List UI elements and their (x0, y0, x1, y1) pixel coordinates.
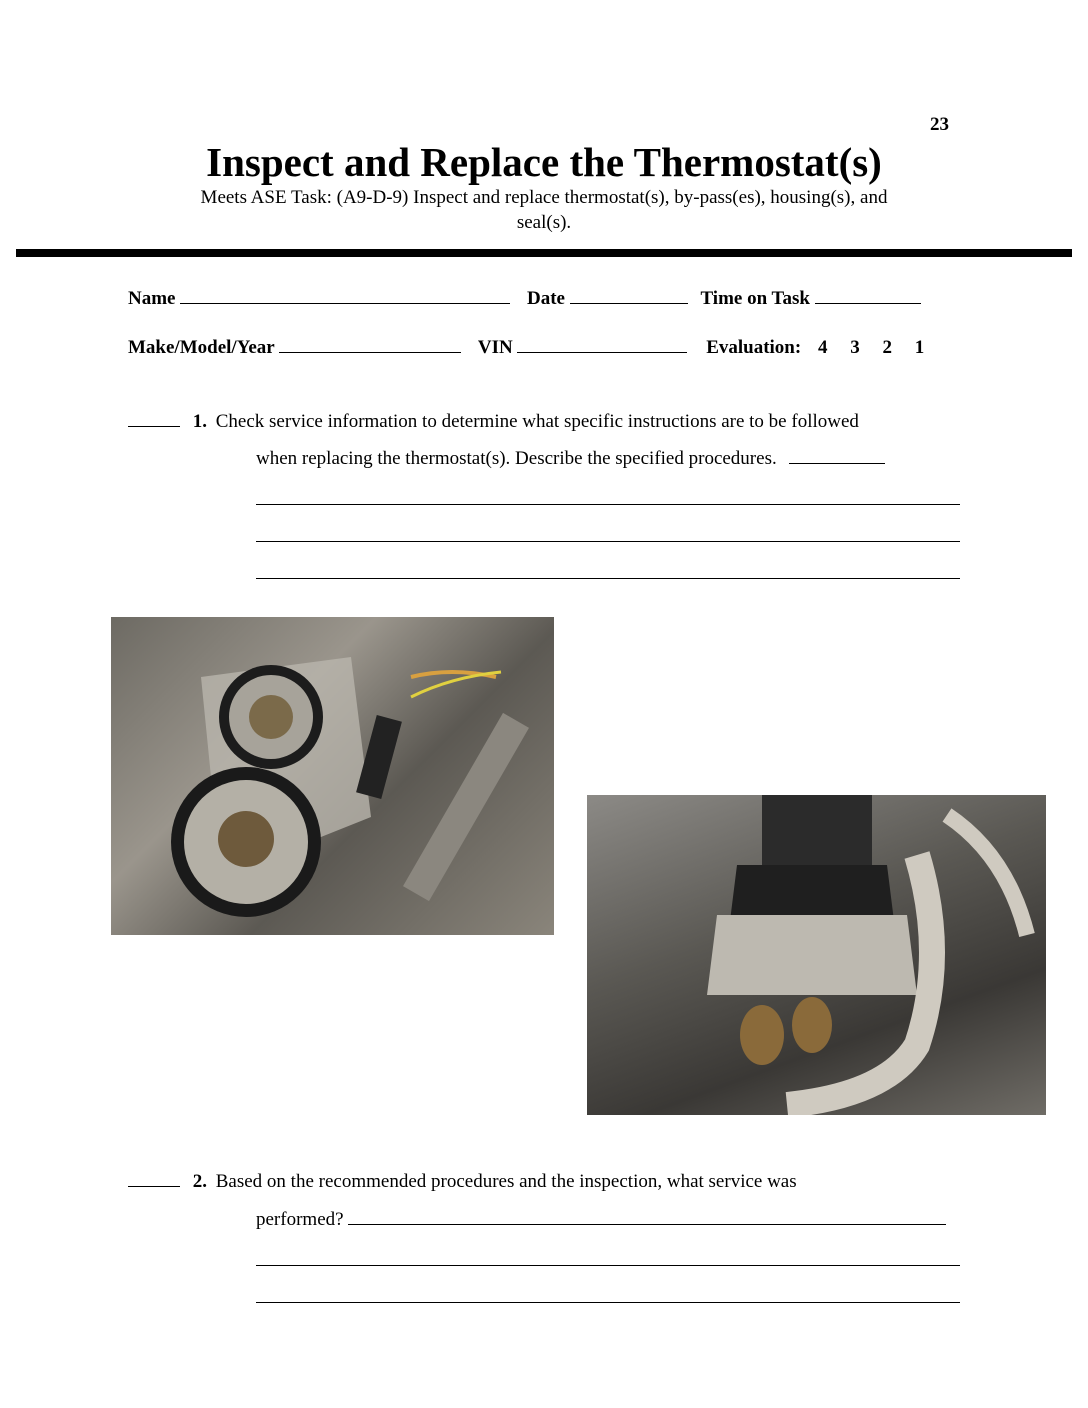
date-field[interactable] (570, 285, 688, 304)
name-label: Name (128, 288, 176, 309)
answer-line[interactable] (256, 1302, 960, 1303)
ase-task-line2: seal(s). (516, 212, 572, 233)
question-2-number: 2. (192, 1171, 207, 1192)
make-model-year-label: Make/Model/Year (128, 337, 275, 358)
question-2-text: Based on the recommended procedures and the inspection, what service was (215, 1171, 797, 1192)
answer-line[interactable] (256, 541, 960, 542)
answer-line[interactable] (256, 504, 960, 505)
question-1-text-cont: when replacing the thermostat(s). Describe the specified procedures. (256, 448, 777, 469)
question-1-number: 1. (192, 411, 207, 432)
time-on-task-label: Time on Task (700, 288, 810, 309)
evaluation-score-4[interactable]: 4 (817, 337, 828, 358)
engine-image (111, 617, 554, 935)
question-2-text-cont: performed? (256, 1209, 344, 1230)
thermostat-housing-photo (111, 617, 554, 935)
evaluation-score-2[interactable]: 2 (882, 337, 892, 358)
evaluation-score-3[interactable]: 3 (850, 337, 860, 358)
question-2-check-field[interactable] (128, 1168, 180, 1187)
vin-field[interactable] (517, 334, 687, 353)
page-title: Inspect and Replace the Thermostat(s) (206, 139, 882, 185)
make-model-year-field[interactable] (279, 334, 461, 353)
question-1-text: Check service information to determine what specific instructions are to be followed (215, 411, 859, 432)
header-divider (16, 249, 1072, 257)
time-on-task-field[interactable] (815, 285, 921, 304)
evaluation-score-1[interactable]: 1 (914, 337, 925, 358)
question-1 (128, 408, 859, 433)
engine-image (587, 795, 1046, 1115)
answer-line[interactable] (256, 578, 960, 579)
name-field[interactable] (180, 285, 510, 304)
question-1-line2 (256, 445, 885, 470)
name-row (128, 285, 921, 310)
vehicle-row (128, 334, 924, 359)
question-2 (128, 1168, 797, 1193)
vin-label: VIN (477, 337, 513, 358)
thermostat-installed-photo (587, 795, 1046, 1115)
evaluation-label: Evaluation: (706, 337, 802, 358)
ase-task-line1: Meets ASE Task: (A9-D-9) Inspect and replace thermostat(s), by-pass(es), housing(s), and (200, 187, 888, 208)
question-1-check-field[interactable] (128, 408, 180, 427)
question-2-answer-field[interactable] (348, 1206, 946, 1225)
answer-line[interactable] (256, 1265, 960, 1266)
page-number: 23 (930, 114, 949, 135)
date-label: Date (526, 288, 565, 309)
question-1-answer-field[interactable] (789, 445, 885, 464)
question-2-line2 (256, 1206, 946, 1231)
